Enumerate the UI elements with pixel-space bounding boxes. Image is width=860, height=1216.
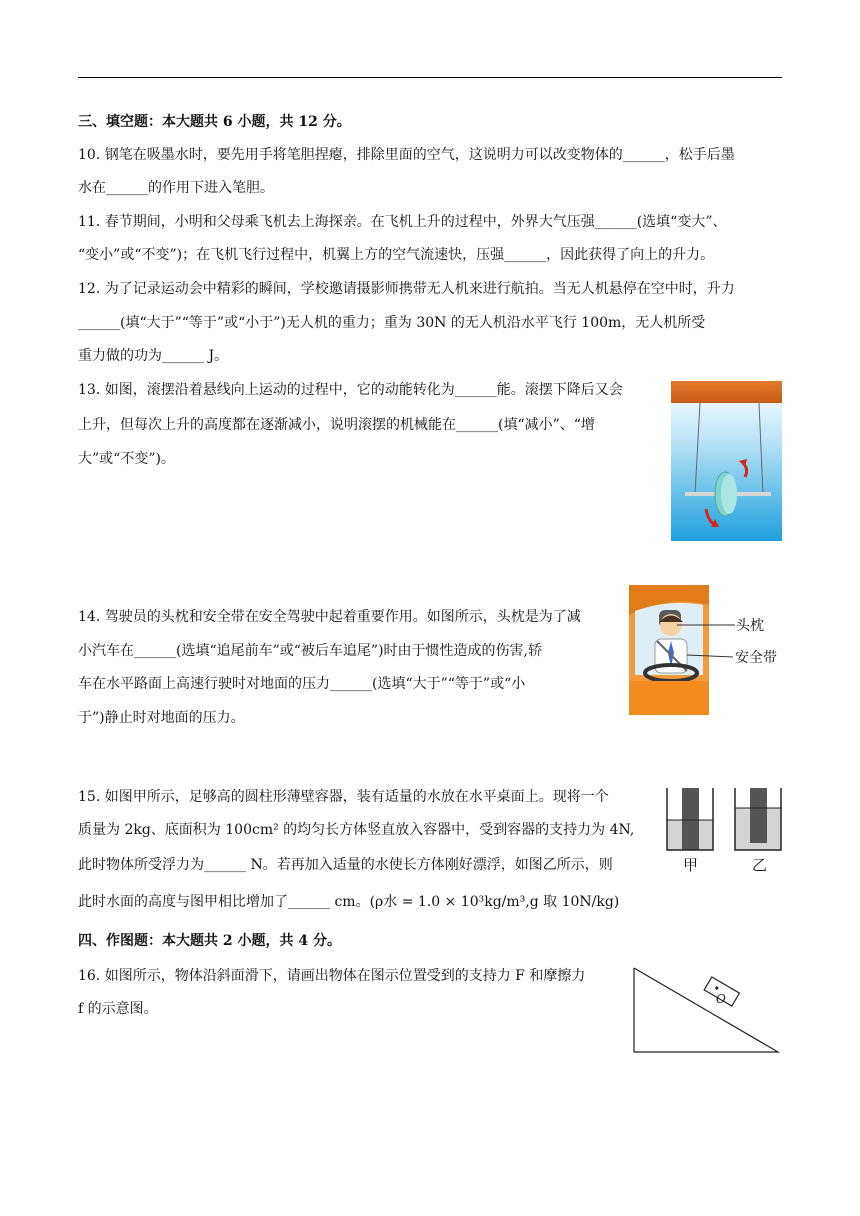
question-10-line-1: 10. 钢笔在吸墨水时，要先用手将笔胆捏瘪，排除里面的空气，这说明力可以改变物体的______，松手后墨 bbox=[78, 147, 735, 163]
question-11-line-1: 11. 春节期间，小明和父母乘飞机去上海探亲。在飞机上升的过程中，外界大气压强______(选填“变大”、 bbox=[78, 214, 727, 230]
header-rule bbox=[78, 77, 782, 78]
question-15-line-4: 此时水面的高度与图甲相比增加了______ cm。(ρ水 = 1.0 × 10³kg/m³,g 取 10N/kg) bbox=[78, 894, 620, 910]
question-13-line-2: 上升，但每次上升的高度都在逐渐减小，说明滚摆的机械能在______(填“减小”、“增 bbox=[78, 417, 595, 433]
seatbelt-label: 安全带 bbox=[735, 650, 777, 666]
question-10-line-2: 水在______的作用下进入笔胆。 bbox=[78, 180, 274, 196]
label-jia: 甲 bbox=[683, 856, 699, 874]
question-14-line-1: 14. 驾驶员的头枕和安全带在安全驾驶中起着重要作用。如图所示，头枕是为了减 bbox=[78, 609, 581, 625]
point-o-label: O bbox=[716, 992, 726, 1006]
question-12-line-1: 12. 为了记录运动会中精彩的瞬间，学校邀请摄影师携带无人机来进行航拍。当无人机悬停在空中时，升力 bbox=[78, 281, 735, 297]
label-yi: 乙 bbox=[752, 856, 768, 874]
question-12-line-3: 重力做的功为______ J。 bbox=[78, 348, 229, 364]
headrest-label: 头枕 bbox=[736, 618, 764, 634]
containers-figure bbox=[665, 786, 783, 856]
question-16-line-1: 16. 如图所示，物体沿斜面滑下，请画出物体在图示位置受到的支持力 F 和摩擦力 bbox=[78, 968, 586, 984]
maxwell-pendulum-figure bbox=[671, 381, 782, 541]
question-14-line-3: 车在水平路面上高速行驶时对地面的压力______(选填“大于”“等于”或“小 bbox=[78, 676, 526, 692]
question-11-line-2: “变小”或“不变”)；在飞机飞行过程中，机翼上方的空气流速快，压强______，因此获得了向上的升力。 bbox=[78, 247, 715, 263]
question-12-line-2: ______(填“大于”“等于”或“小于”)无人机的重力；重为 30N 的无人机沿水平飞行 100m，无人机所受 bbox=[78, 315, 706, 331]
section-title-4: 四、作图题：本大题共 2 小题，共 4 分。 bbox=[78, 933, 341, 949]
question-16-line-2: f 的示意图。 bbox=[78, 1001, 158, 1017]
question-14-line-2: 小汽车在______(选填“追尾前车”或“被后车追尾”)时由于惯性造成的伤害,轿 bbox=[78, 643, 543, 659]
question-15-line-1: 15. 如图甲所示，足够高的圆柱形薄壁容器，装有适量的水放在水平桌面上。现将一个 bbox=[78, 789, 609, 805]
question-14-line-4: 于”)静止时对地面的压力。 bbox=[78, 710, 245, 726]
question-13-line-1: 13. 如图，滚摆沿着悬线向上运动的过程中，它的动能转化为______能。滚摆下降后又会 bbox=[78, 382, 623, 398]
car-driver-figure bbox=[629, 585, 782, 715]
incline-figure bbox=[632, 966, 782, 1056]
section-title: 三、填空题：本大题共 6 小题，共 12 分。 bbox=[78, 114, 351, 130]
question-15-line-2: 质量为 2kg、底面积为 100cm² 的均匀长方体竖直放入容器中，受到容器的支持力为 4N, bbox=[78, 822, 635, 838]
question-15-line-3: 此时物体所受浮力为______ N。若再加入适量的水使长方体刚好漂浮，如图乙所示，则 bbox=[78, 857, 613, 873]
question-13-line-3: 大”或“不变”)。 bbox=[78, 451, 175, 467]
